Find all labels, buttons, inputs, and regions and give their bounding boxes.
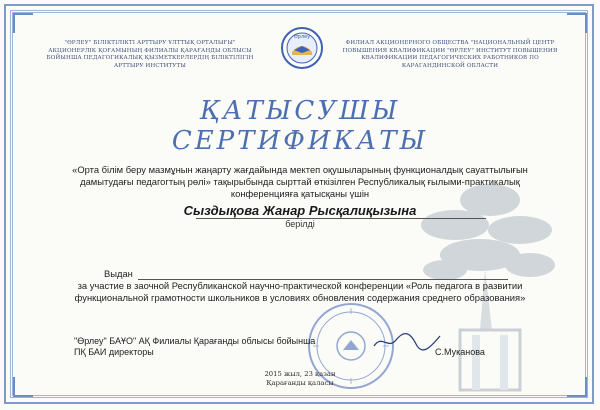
issue-date-block <box>0 370 600 388</box>
signatory-title <box>74 336 315 358</box>
corner-ornament <box>567 13 587 33</box>
recipient-name: Сыздықова Жанар Рысқалиқызына <box>183 203 417 218</box>
issued-ru-label: Выдан <box>104 268 133 279</box>
handwritten-signature-icon <box>372 330 442 352</box>
certificate-title-line2: СЕРТИФИКАТЫ <box>171 126 429 156</box>
issued-kz-label: берілді <box>285 219 315 229</box>
logo-text: Өрлеу <box>293 34 311 40</box>
issue-date: 2015 жыл, 23 қазан <box>264 370 336 378</box>
kazakh-body-text: «Орта білім беру мазмұнын жаңарту жағдайында мектеп оқушыларының функционалдық сауаттылығын дамытудағы педагогтың рөлі» тақырыбында сырттай өткізілген Республикалық ғылыми-практикалық конференцияға қатысқаны үшін <box>72 164 528 199</box>
header-right-org: ФИЛИАЛ АКЦИОНЕРНОГО ОБЩЕСТВА "НАЦИОНАЛЬНЫЙ ЦЕНТР ПОВЫШЕНИЯ КВАЛИФИКАЦИИ "ӨРЛЕУ" ИНСТИТУТ ПОВЫШЕНИЯ КВАЛИФИКАЦИИ ПЕДАГОГИЧЕСКИХ РАБОТНИКОВ ПО КАРАГАНДИНСКОЙ ОБЛАСТИ <box>342 40 558 69</box>
russian-body-text: за участие в заочной Республиканской научно-практической конференции «Роль педагога в развитии функциональной грамотности школьников в условиях обновления содержания среднего образования» <box>74 280 526 303</box>
signatory-line1: "Өрлеу" БАҰО" АҚ Филиалы Қарағанды облысы бойынша <box>74 336 316 346</box>
header-left-org: "ӨРЛЕУ" БІЛІКТІЛІКТІ АРТТЫРУ ҰЛТТЫҚ ОРТАЛЫҒЫ" АКЦИОНЕРЛІК ҚОҒАМЫНЫҢ ФИЛИАЛЫ ҚАРАҒАНДЫ ОБЛЫСЫ БОЙЫНША ПЕДАГОГИКАЛЫҚ ҚЫЗМЕТКЕРЛЕРДІҢ БІЛІКТІЛІГІН АРТТЫРУ ИНСТИТУТЫ <box>46 40 254 69</box>
signatory-name: С.Муканова <box>435 347 485 357</box>
orleu-logo-icon <box>280 26 324 70</box>
certificate-title-line1: ҚАТЫСУШЫ <box>199 96 401 126</box>
corner-ornament <box>13 13 33 33</box>
signatory-line2: ПҚ БАИ директоры <box>74 347 154 357</box>
issue-city: Қарағанды қаласы <box>266 379 334 387</box>
